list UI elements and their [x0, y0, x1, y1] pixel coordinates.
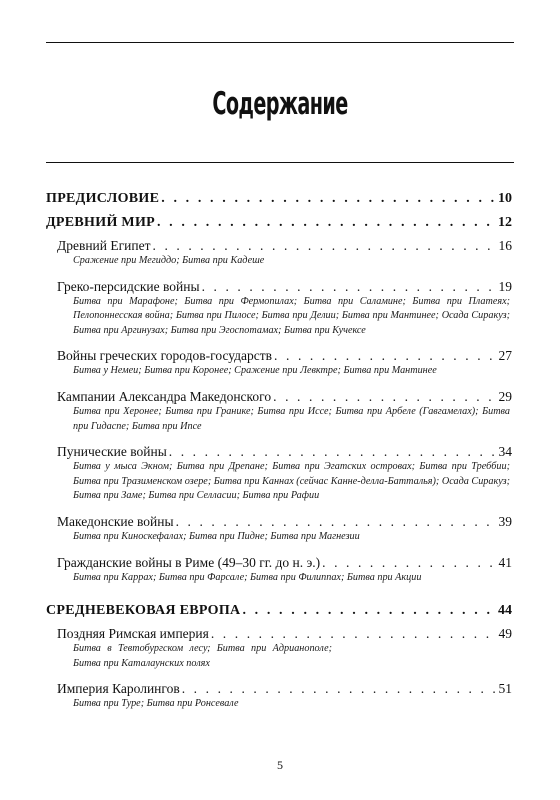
- toc-page-number: 10: [498, 191, 512, 206]
- toc-label: ДРЕВНИЙ МИР: [46, 215, 155, 230]
- toc-label: Поздняя Римская империя: [57, 626, 209, 642]
- toc-page-number: 29: [498, 388, 512, 404]
- toc-entry-late-roman-empire[interactable]: [46, 625, 512, 642]
- top-rule: [46, 42, 514, 43]
- toc-page-number: 12: [498, 215, 512, 230]
- toc-entry-greco-persian-wars[interactable]: [46, 278, 512, 295]
- title-rule: [46, 162, 514, 163]
- toc-entry-macedonian-wars[interactable]: [46, 513, 512, 530]
- toc-entry-punic-wars[interactable]: [46, 443, 512, 460]
- dot-leader: [169, 443, 497, 460]
- toc-battles: Битва в Тевтобургском лесу; Битва при Адрианополе; Битва при Каталаунских полях: [73, 643, 332, 669]
- toc-battles: Битва у Немеи; Битва при Коронее; Сражение при Левктре; Битва при Мантинее: [73, 365, 437, 377]
- page-folio: 5: [277, 758, 283, 772]
- toc-label: Империя Каролингов: [57, 681, 180, 697]
- dot-leader: [211, 625, 497, 642]
- dot-leader: [242, 602, 496, 620]
- toc-page-number: 39: [498, 513, 512, 529]
- table-of-contents: [46, 190, 512, 712]
- dot-leader: [202, 278, 497, 295]
- toc-entry-preface[interactable]: [46, 190, 512, 208]
- dot-leader: [274, 347, 496, 364]
- toc-entry-ancient-egypt[interactable]: [46, 237, 512, 254]
- toc-battles: Битва у мыса Экном; Битва при Дрепане; Битва при Эгатских островах; Битва при Треббии; Битва при Тразименском озере; Битва при Каннах (сейчас Канне-делла-Батталья); Осада Сиракуз; Битва при Заме; Битва при Селласии; Битва при Рафии: [73, 461, 510, 502]
- page-title: Содержание: [212, 86, 348, 122]
- dot-leader: [322, 554, 496, 571]
- toc-page-number: 41: [498, 554, 512, 570]
- toc-label: СРЕДНЕВЕКОВАЯ ЕВРОПА: [46, 603, 241, 619]
- dot-leader: [157, 214, 496, 232]
- toc-battles: Битва при Каррах; Битва при Фарсале; Битва при Филиппах; Битва при Акции: [73, 571, 422, 583]
- toc-label: ПРЕДИСЛОВИЕ: [46, 191, 160, 206]
- toc-entry-alexander-campaigns[interactable]: [46, 388, 512, 405]
- dot-leader: [182, 680, 497, 697]
- toc-battles: Битва при Марафоне; Битва при Фермопилах; Битва при Саламине; Битва при Платеях; Пелопоннесская война; Битва при Пилосе; Битва при Делии; Битва при Мантинее; Осада Сиракуз; Битва при Аргинузах; Битва при Эгоспотамах; Битва при Кучексе: [73, 295, 510, 336]
- toc-label: Пунические войны: [57, 444, 167, 460]
- toc-battles: Сражение при Мегиддо; Битва при Кадеше: [73, 255, 265, 266]
- toc-entry-roman-civil-wars[interactable]: [46, 554, 512, 571]
- toc-label: Древний Египет: [57, 238, 151, 253]
- dot-leader: [273, 388, 496, 405]
- toc-entry-greek-city-state-wars[interactable]: [46, 347, 512, 364]
- dot-leader: [176, 513, 497, 530]
- toc-page-number: 49: [498, 626, 512, 642]
- toc-label: Кампании Александра Македонского: [57, 388, 272, 404]
- toc-label: Греко-персидские войны: [57, 278, 200, 294]
- toc-entry-medieval-europe[interactable]: [46, 602, 512, 620]
- toc-page-number: 16: [498, 238, 512, 253]
- toc-page-number: 19: [498, 278, 512, 294]
- toc-page-number: 51: [498, 681, 512, 697]
- toc-label: Македонские войны: [57, 513, 174, 529]
- toc-battles: Битва при Туре; Битва при Ронсевале: [73, 698, 239, 710]
- dot-leader: [153, 237, 497, 254]
- toc-page-number: 34: [498, 444, 512, 460]
- toc-entry-carolingian-empire[interactable]: [46, 680, 512, 697]
- toc-label: Войны греческих городов-государств: [57, 348, 273, 364]
- dot-leader: [161, 190, 496, 208]
- toc-battles: Битва при Херонее; Битва при Гранике; Битва при Иссе; Битва при Арбеле (Гавгамелах); Битва при Гидаспе; Битва при Ипсе: [73, 405, 510, 432]
- toc-battles: Битва при Киноскефалах; Битва при Пидне; Битва при Магнезии: [73, 530, 360, 542]
- toc-entry-ancient-world[interactable]: [46, 214, 512, 232]
- toc-page-number: 27: [498, 348, 512, 364]
- toc-page-number: 44: [498, 603, 512, 619]
- toc-label: Гражданские войны в Риме (49–30 гг. до н. э.): [57, 554, 321, 570]
